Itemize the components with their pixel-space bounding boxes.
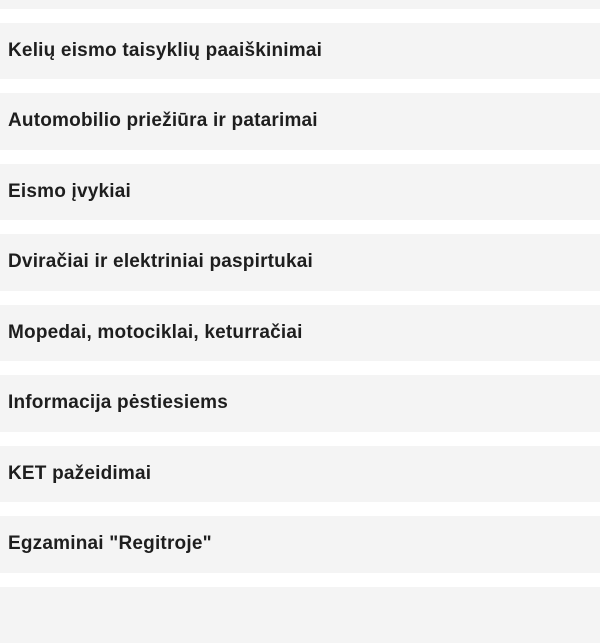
list-item[interactable]: [0, 164, 600, 221]
list-item-label: Eismo įvykiai: [8, 181, 131, 203]
list-item[interactable]: [0, 375, 600, 432]
list-item-partial-top[interactable]: [0, 0, 600, 9]
list-item[interactable]: [0, 234, 600, 291]
list-item-label: Informacija pėstiesiems: [8, 392, 228, 414]
list-item-label: Mopedai, motociklai, keturračiai: [8, 322, 303, 344]
list-item-partial-bottom[interactable]: [0, 587, 600, 643]
list-item[interactable]: [0, 23, 600, 80]
list-item-label: Kelių eismo taisyklių paaiškinimai: [8, 40, 322, 62]
list-item-label: KET pažeidimai: [8, 463, 151, 485]
list-item[interactable]: [0, 446, 600, 503]
list-item[interactable]: [0, 305, 600, 362]
list-item-label: Dviračiai ir elektriniai paspirtukai: [8, 251, 313, 273]
list-item-label: Egzaminai "Regitroje": [8, 533, 212, 555]
list-item-label: Automobilio priežiūra ir patarimai: [8, 110, 318, 132]
list-item[interactable]: [0, 93, 600, 150]
list-item[interactable]: [0, 516, 600, 573]
